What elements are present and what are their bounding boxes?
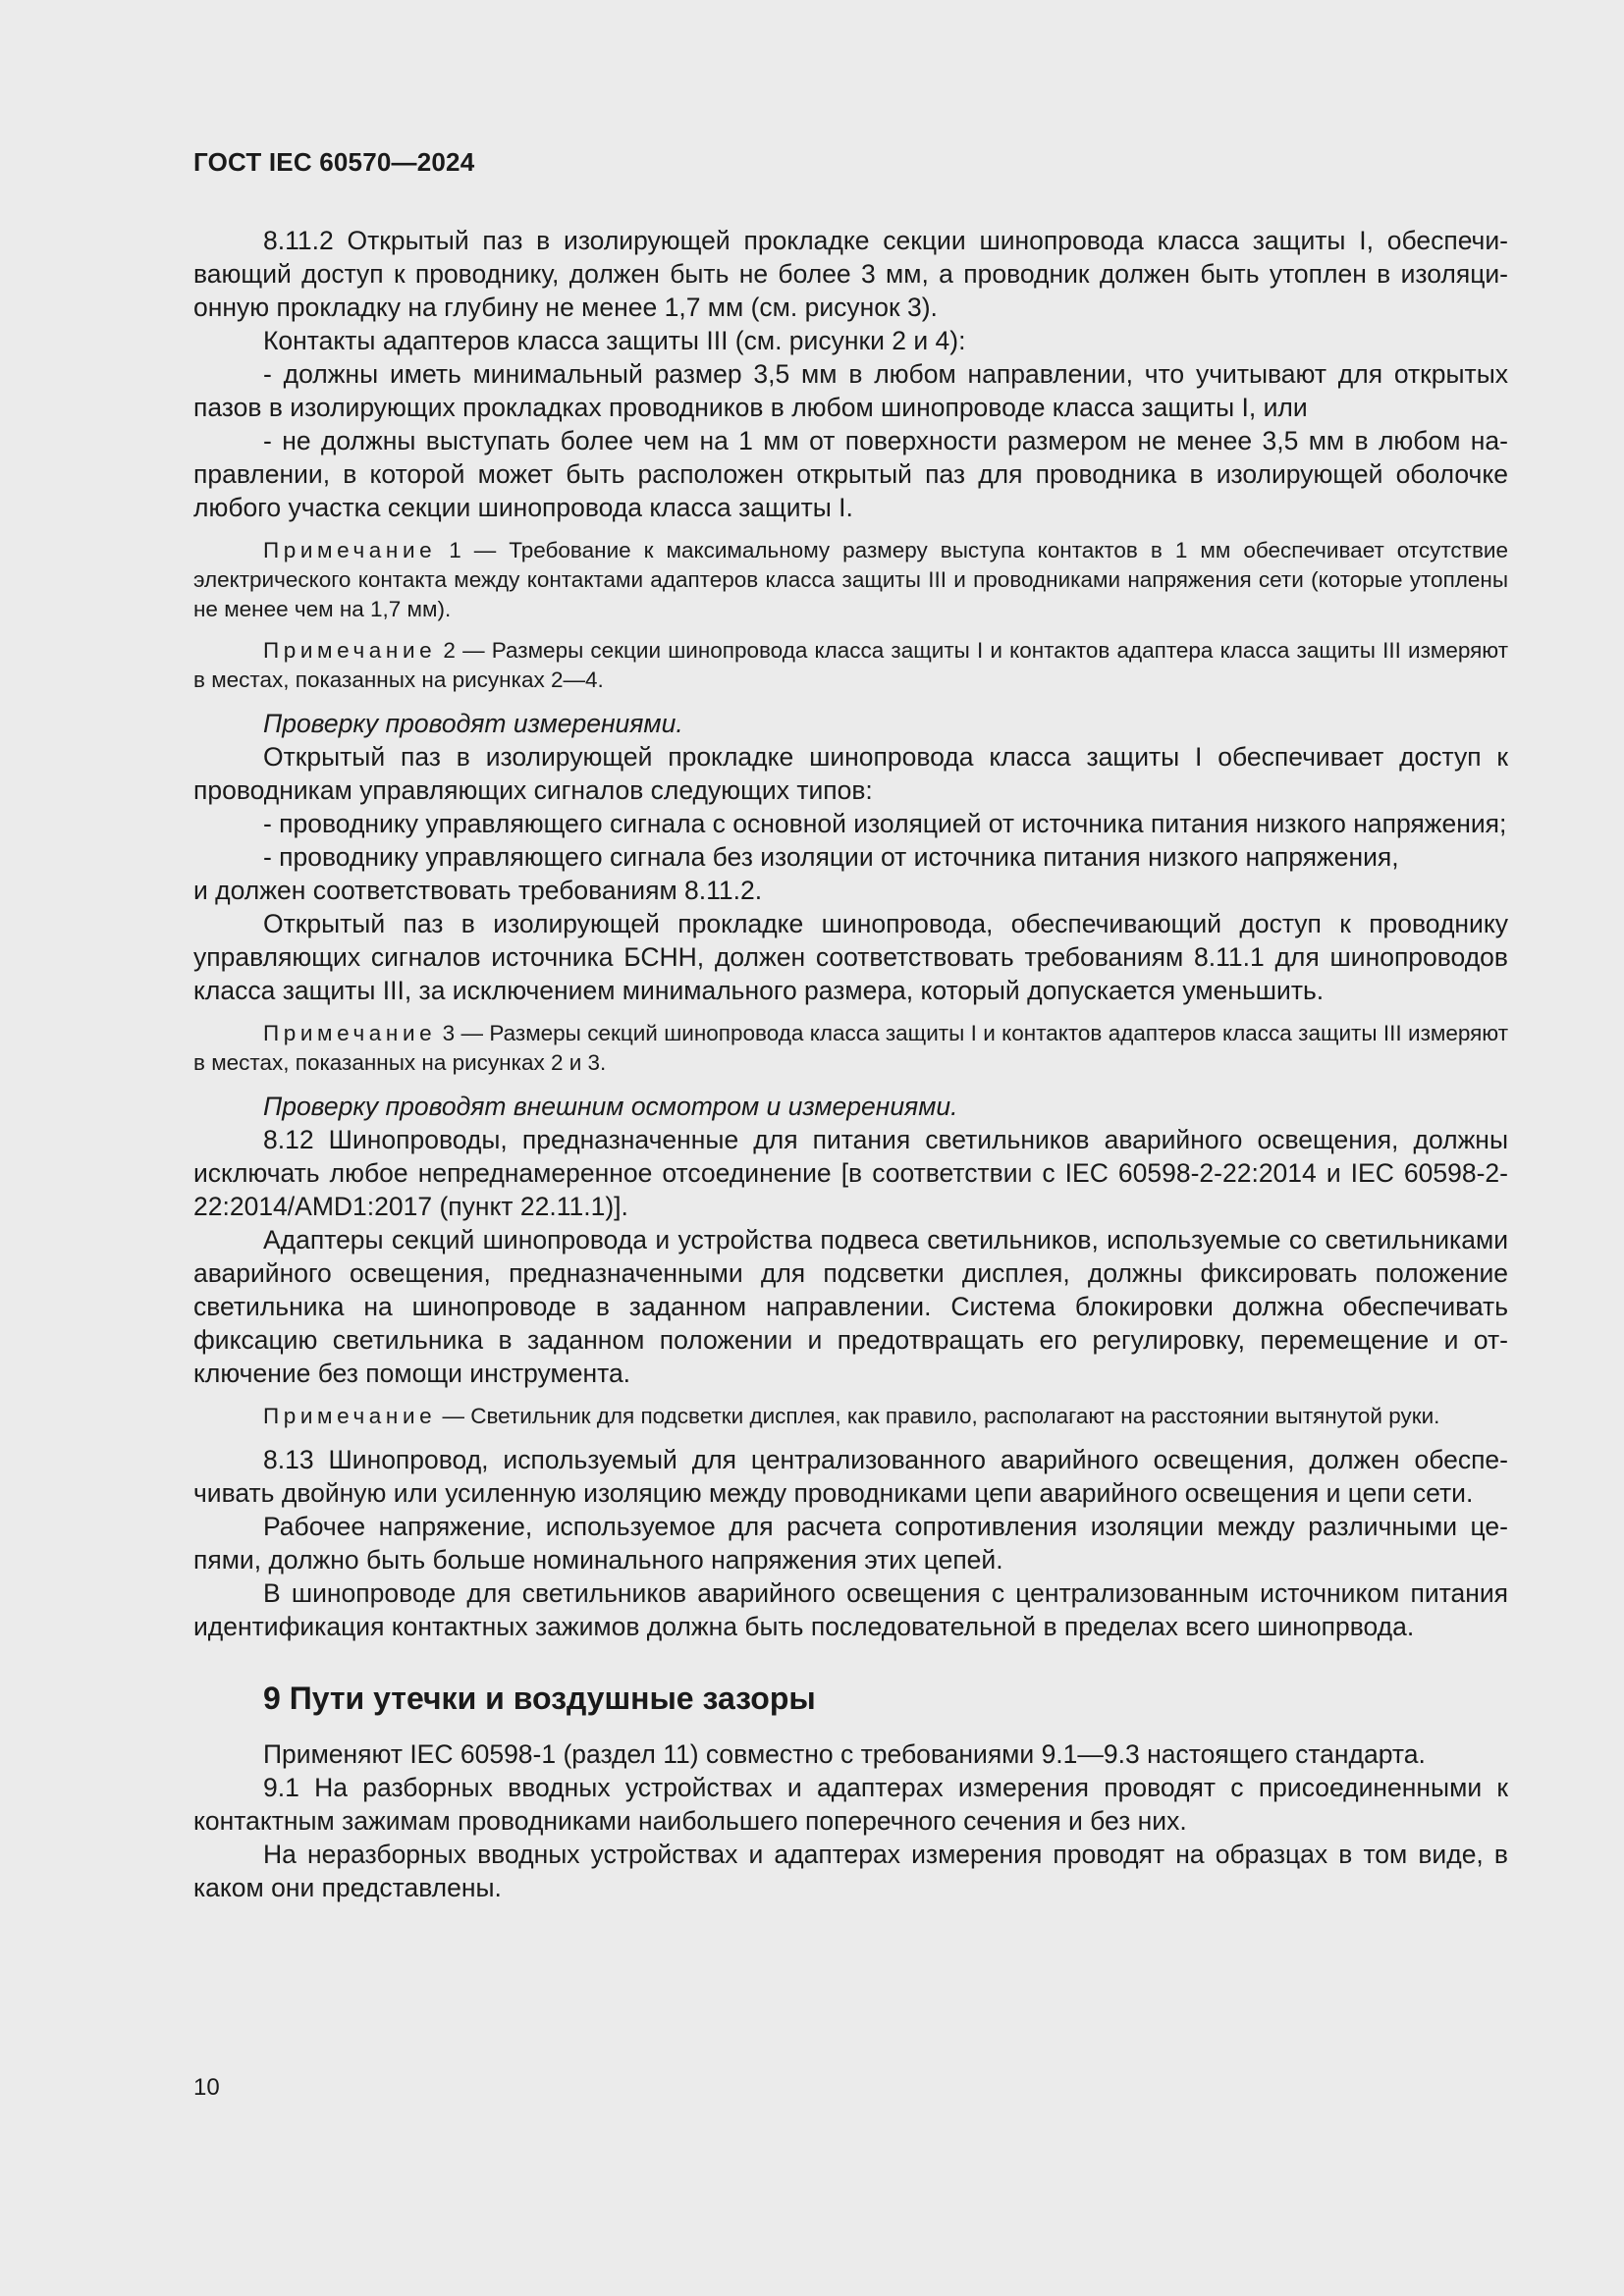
italic-paragraph: Проверку проводят измерениями. [263,709,683,738]
note-text: 1 — Требование к максимальному размеру выступа контактов в 1 мм обеспечивает отсутствие электрического контакта между контактами адаптеров класса защиты III и проводниками напряжения сети (которые утоплены не менее чем на 1,7 мм). [193,538,1508,621]
italic-paragraph: Проверку проводят внешним осмотром и измерениями. [263,1092,958,1121]
page-number: 10 [193,2074,220,2101]
paragraph: 8.12 Шинопроводы, предназначенные для питания светильников аварийного освещения, должны исключать любое непреднамеренное отсоединение [в соответствии с IEC 60598-2-22:2014 и IEC 60598-2-22:2014/AMD1:2017 (пункт 22.11.1)]. [193,1125,1508,1221]
paragraph: Контакты адаптеров класса защиты III (см. рисунки 2 и 4): [263,326,966,355]
section-heading: 9 Пути утечки и воздушные зазоры [263,1681,816,1716]
note-3 [193,1019,1508,1078]
note-1 [193,536,1508,624]
note-label: Примечание [263,1021,437,1045]
list-item: - проводнику управляющего сигнала без изоляции от источника питания низкого напряжения, [263,842,1399,872]
paragraph: Открытый паз в изолирующей прокладке шинопровода, обеспечивающий доступ к проводнику управляющих сигналов источника БСНН, должен соответствовать требованиям 8.11.1 для шинопроводов класса защиты III, за исключением минимального размера, который допускается уменьшить. [193,909,1508,1005]
paragraph: и должен соответствовать требованиям 8.11.2. [193,876,763,905]
paragraph: В шинопроводе для светильников аварийного освещения с централизованным источником питания идентификация контактных зажимов должна быть последовательной в пределах всего шинопрвода. [193,1578,1508,1641]
paragraph: 9.1 На разборных вводных устройствах и адаптерах измерения проводят с присоединенными к контактным зажимам проводниками наибольшего поперечного сечения и без них. [193,1773,1508,1836]
note-text: 3 — Размеры секций шинопровода класса защиты I и контактов адаптеров класса защиты III измеряют в местах, показанных на рисунках 2 и 3. [193,1021,1508,1075]
paragraph: 8.13 Шинопровод, используемый для централизованного аварийного освещения, должен обеспечивать двойную или усиленную изоляцию между проводниками цепи аварийного освещения и цепи сети. [193,1445,1508,1508]
note-2 [193,636,1508,695]
note-label: Примечание [263,538,437,562]
list-item: - проводнику управляющего сигнала с основной изоляцией от источника питания низкого напряжения; [263,809,1507,838]
paragraph: Применяют IEC 60598-1 (раздел 11) совместно с требованиями 9.1—9.3 настоящего стандарта. [263,1739,1426,1769]
document-body [193,224,1508,1904]
note-4 [193,1402,1508,1431]
paragraph: 8.11.2 Открытый паз в изолирующей прокладке секции шинопровода класса защиты I, обеспечивающий доступ к проводнику, должен быть не более 3 мм, а проводник должен быть утоплен в изоляционную прокладку на глубину не менее 1,7 мм (см. рисунок 3). [193,226,1508,322]
paragraph: Адаптеры секций шинопровода и устройства подвеса светильников, используемые со светильниками аварийного освещения, предназначенными для подсветки дисплея, должны фиксировать положение светильника на шинопроводе в заданном направлении. Система блокировки должна обеспечивать фиксацию светильника в заданном положении и предотвращать его регулировку, перемещение и отключение без помощи инструмента. [193,1225,1508,1388]
list-item: - должны иметь минимальный размер 3,5 мм в любом направлении, что учитывают для открытых пазов в изолирующих прокладках проводников в любом шинопроводе класса защиты I, или [193,359,1508,422]
paragraph: Открытый паз в изолирующей прокладке шинопровода класса защиты I обеспечивает доступ к проводникам управляющих сигналов следующих типов: [193,742,1508,805]
note-text: — Светильник для подсветки дисплея, как правило, располагают на расстоянии вытянутой руки. [436,1404,1440,1428]
list-item: - не должны выступать более чем на 1 мм от поверхности размером не менее 3,5 мм в любом направлении, в которой может быть расположен открытый паз для проводника в изолирующей оболочке любого участка секции шинопровода класса защиты I. [193,426,1508,522]
paragraph: Рабочее напряжение, используемое для расчета сопротивления изоляции между различными цепями, должно быть больше номинального напряжения этих цепей. [193,1512,1508,1575]
note-label: Примечание [263,638,437,663]
document-header: ГОСТ IEC 60570—2024 [193,147,475,177]
paragraph: На неразборных вводных устройствах и адаптерах измерения проводят на образцах в том виде, в каком они представлены. [193,1840,1508,1902]
note-label: Примечание [263,1404,437,1428]
note-text: 2 — Размеры секции шинопровода класса защиты I и контактов адаптера класса защиты III измеряют в местах, показанных на рисунках 2—4. [193,638,1508,692]
